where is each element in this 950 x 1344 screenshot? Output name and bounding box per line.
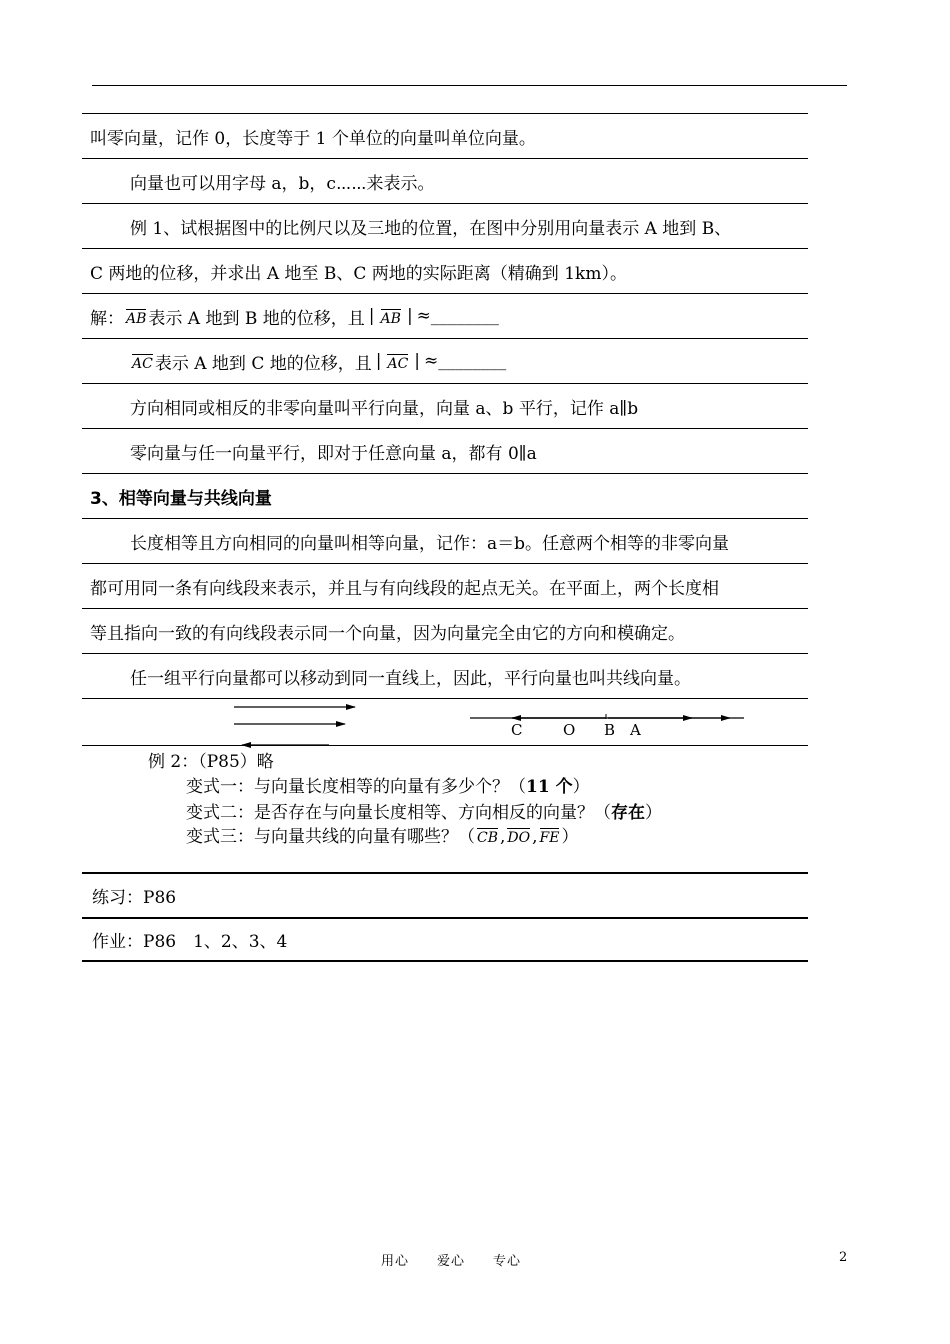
label-b: B — [604, 721, 616, 739]
solution-row-ab — [82, 293, 808, 338]
vector-do: DO — [507, 824, 530, 846]
text-row: 叫零向量，记作 0，长度等于 1 个单位的向量叫单位向量。 — [82, 113, 808, 158]
vector-fe: FE — [540, 824, 560, 846]
text-row: 等且指向一致的有向线段表示同一个向量，因为向量完全由它的方向和模确定。 — [82, 608, 808, 653]
variant-2-text: 变式二：是否存在与向量长度相等、方向相反的向量？（ — [186, 803, 611, 823]
vector-ab: AB — [126, 305, 146, 327]
practice-row: 练习：P86 — [82, 872, 808, 917]
text-row: 方向相同或相反的非零向量叫平行向量，向量 a、b 平行，记作 a∥b — [82, 383, 808, 428]
variant-1 — [186, 772, 590, 797]
vector-diagram-row — [82, 698, 808, 745]
variant-3 — [186, 822, 578, 847]
example2-title: 例 2：（P85）略 — [148, 752, 274, 772]
label-a: A — [630, 721, 641, 739]
answer-blank: ________ — [430, 306, 499, 326]
text-row: 零向量与任一向量平行，即对于任意向量 a，都有 0∥a — [82, 428, 808, 473]
comma: , — [500, 827, 506, 847]
content-table — [82, 113, 808, 962]
vector-ac: AC — [132, 350, 153, 372]
abs-bar: | — [375, 351, 382, 371]
abs-bar: | — [414, 351, 421, 371]
text-row: 向量也可以用字母 a，b，c⋯⋯来表示。 — [82, 158, 808, 203]
variant-2 — [186, 798, 662, 823]
variant-2-close: ） — [645, 803, 662, 823]
comma: , — [532, 827, 538, 847]
variant-1-answer: 11 个 — [526, 777, 573, 797]
footer-text: 用心 爱心 专心 — [381, 1254, 522, 1269]
answer-blank: ________ — [438, 351, 507, 371]
example2-block — [82, 745, 808, 872]
solution-text: 表示 A 地到 C 地的位移，且 — [154, 353, 372, 374]
text-row: 都可用同一条有向线段来表示，并且与有向线段的起点无关。在平面上，两个长度相 — [82, 563, 808, 608]
label-c: C — [511, 721, 523, 739]
variant-1-text: 变式一：与向量长度相等的向量有多少个？（ — [186, 777, 526, 797]
approx-sign: ≈ — [424, 351, 439, 371]
abs-bar: | — [368, 306, 375, 326]
text-row: C 两地的位移，并求出 A 地至 B、C 两地的实际距离（精确到 1km）。 — [82, 248, 808, 293]
text-row: 长度相等且方向相同的向量叫相等向量，记作：a＝b。任意两个相等的非零向量 — [82, 518, 808, 563]
approx-sign: ≈ — [416, 306, 431, 326]
solution-text: 表示 A 地到 B 地的位移，且 — [148, 308, 365, 329]
text-row: 任一组平行向量都可以移动到同一直线上，因此，平行向量也叫共线向量。 — [82, 653, 808, 698]
solution-prefix: 解： — [90, 308, 124, 329]
variant-3-close: ） — [561, 827, 579, 847]
header-rule — [92, 85, 847, 86]
vector-ac: AC — [387, 350, 408, 372]
abs-bar: | — [406, 306, 413, 326]
variant-2-answer: 存在 — [611, 803, 645, 823]
vector-ab: AB — [381, 305, 401, 327]
page-number: 2 — [839, 1250, 848, 1265]
text-row: 例 1、试根据图中的比例尺以及三地的位置，在图中分别用向量表示 A 地到 B、 — [82, 203, 808, 248]
solution-row-ac — [82, 338, 808, 383]
section-heading: 3、相等向量与共线向量 — [82, 473, 808, 518]
label-o: O — [563, 721, 576, 739]
variant-1-close: ） — [572, 777, 590, 797]
homework-row: 作业：P86 1、2、3、4 — [82, 917, 808, 962]
vector-cb: CB — [477, 824, 498, 846]
variant-3-text: 变式三：与向量共线的向量有哪些？（ — [186, 827, 475, 847]
